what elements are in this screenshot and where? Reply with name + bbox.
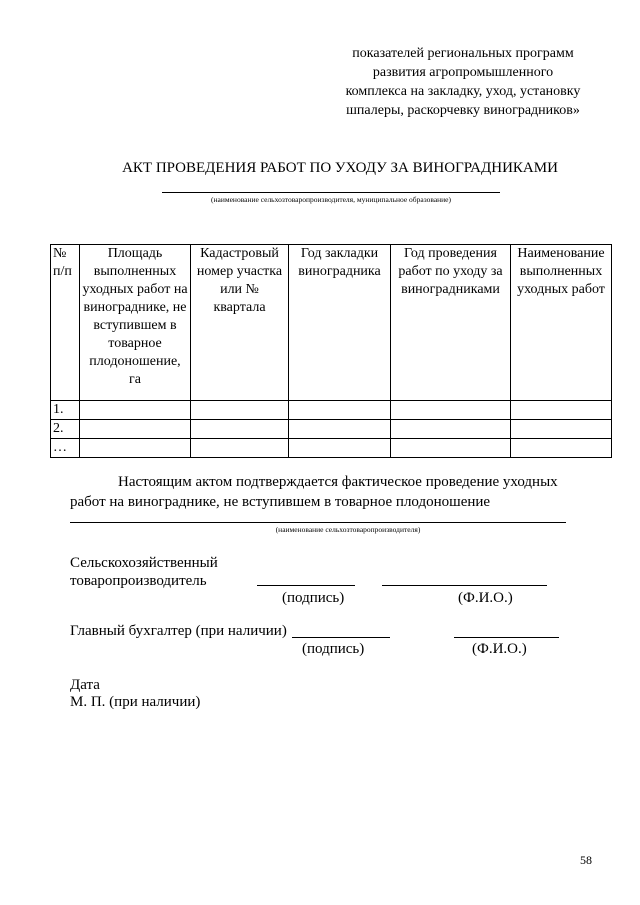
- stamp-label: М. П. (при наличии): [70, 694, 201, 710]
- table-row: [51, 420, 612, 439]
- accountant-fio-caption: (Ф.И.О.): [472, 641, 527, 657]
- accountant-signature-caption: (подпись): [302, 641, 365, 657]
- producer-label-1: Сельскохозяйственный: [70, 555, 218, 571]
- column-header: Площадь выполненных уходных работ на винограднике, не вступившем в товарное плодоношение, га: [80, 245, 191, 401]
- row-number: 2.: [51, 420, 80, 439]
- table-cell: [511, 439, 612, 458]
- row-number: 1.: [51, 401, 80, 420]
- table-cell: [289, 401, 391, 420]
- table-cell: [391, 420, 511, 439]
- column-header: Наименование выполненных уходных работ: [511, 245, 612, 401]
- header-line: комплекса на закладку, уход, установку: [345, 84, 581, 99]
- table-cell: [289, 420, 391, 439]
- page-number: 58: [580, 853, 592, 867]
- document-title: АКТ ПРОВЕДЕНИЯ РАБОТ ПО УХОДУ ЗА ВИНОГРАДНИКАМИ: [122, 160, 558, 176]
- table-cell: [391, 401, 511, 420]
- table-cell: [191, 420, 289, 439]
- producer-fio-line: [382, 585, 547, 586]
- table-cell: [80, 420, 191, 439]
- header-block: [320, 44, 606, 120]
- producer-label-2: товаропроизводитель: [70, 573, 207, 589]
- date-label: Дата: [70, 677, 100, 693]
- name-caption: (наименование сельхозтоваропроизводителя): [275, 525, 421, 534]
- table-cell: [191, 439, 289, 458]
- column-header: Кадастровый номер участка или № квартала: [191, 245, 289, 401]
- works-table: [50, 244, 612, 458]
- table-row: [51, 401, 612, 420]
- header-line: шпалеры, раскорчевку виноградников»: [346, 103, 580, 118]
- table-cell: [289, 439, 391, 458]
- header-line: показателей региональных программ: [352, 46, 574, 61]
- table-cell: [80, 401, 191, 420]
- fio-caption: (Ф.И.О.): [458, 590, 513, 606]
- row-number: …: [51, 439, 80, 458]
- table-header-row: [51, 245, 612, 401]
- table-cell: [191, 401, 289, 420]
- column-header: № п/п: [51, 245, 80, 401]
- column-header: Год проведения работ по уходу за виноградниками: [391, 245, 511, 401]
- table-cell: [80, 439, 191, 458]
- producer-line: [162, 192, 500, 193]
- name-line: [70, 522, 566, 523]
- producer-caption: (наименование сельхозтоваропроизводителя, муниципальное образование): [211, 195, 451, 204]
- producer-signature-line: [257, 585, 355, 586]
- table-cell: [391, 439, 511, 458]
- accountant-label: Главный бухгалтер (при наличии): [70, 623, 287, 639]
- table-cell: [511, 401, 612, 420]
- signature-caption: (подпись): [282, 590, 345, 606]
- table-row: [51, 439, 612, 458]
- table-cell: [511, 420, 612, 439]
- column-header: Год закладки виноградника: [289, 245, 391, 401]
- confirmation-text: Настоящим актом подтверждается фактическое проведение уходных работ на винограднике, не вступившем в товарное плодоношение: [70, 474, 558, 510]
- header-line: развития агропромышленного: [372, 65, 554, 80]
- accountant-signature-line: [292, 637, 390, 638]
- accountant-fio-line: [454, 637, 559, 638]
